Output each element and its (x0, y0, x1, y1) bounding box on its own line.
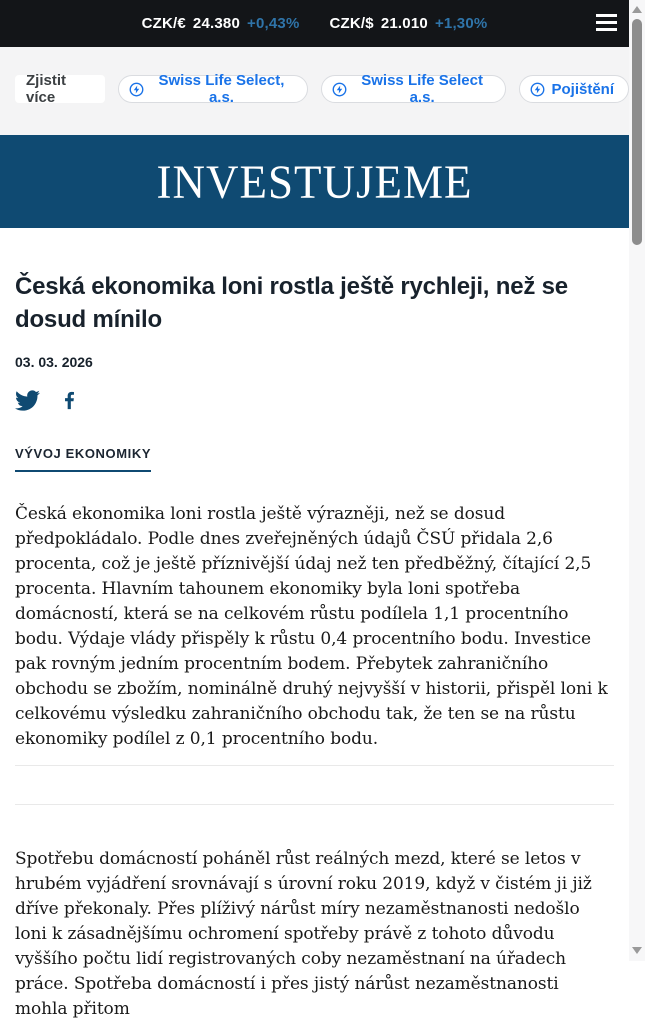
scroll-up-arrow-icon[interactable] (632, 6, 642, 13)
currency-rates (142, 15, 488, 32)
article-date: 03. 03. 2026 (15, 354, 93, 370)
article-paragraph-1: Česká ekonomika loni rostla ještě výrazněji, než se dosud předpokládalo. Podle dnes zveřejněných údajů ČSÚ přidala 2,6 procenta, což je ještě příznivější údaj než ten předběžný, čítající 2,5 procenta. Hlavním tahounem ekonomiky byla loni spotřeba domácností, která se na celkovém růstu podílela 1,1 procentního bodu. Výdaje vlády přispěly k růstu 0,4 procentního bodu. Investice pak rovným jedním procentním bodem. Přebytek zahraničního obchodu se zbožím, nominálně druhý nejvyšší v historii, přispěl loni k celkovému výsledku zahraničního obchodu tak, že ten se na růstu ekonomiky podílel z 0,1 procentního bodu. (15, 504, 608, 749)
menu-bar (596, 14, 617, 17)
article (0, 270, 629, 1022)
tag-chip-label: Swiss Life Select, a.s. (158, 72, 285, 106)
tag-bar (0, 47, 629, 135)
ad-placeholder (15, 765, 614, 805)
category-wrap (15, 445, 614, 472)
rate-pair: CZK/$ (329, 15, 374, 32)
twitter-icon (15, 388, 40, 413)
top-bar (0, 0, 629, 47)
share-buttons (15, 388, 614, 413)
scroll-down-arrow-icon[interactable] (632, 947, 642, 954)
tag-chip-label: Pojištění (551, 80, 614, 98)
circle-bolt-icon (332, 82, 347, 97)
circle-bolt-icon (129, 82, 144, 97)
rate-value: 24.380 (192, 15, 240, 32)
rate-value: 21.010 (380, 15, 428, 32)
article-paragraph-2: Spotřebu domácností poháněl růst reálných mezd, které se letos v hrubém vyjádření srovnávají s úrovní roku 2019, když v čistém ji již dříve překonaly. Přes plíživý nárůst míry nezaměstnanosti nedošlo loni k zásadnějšímu ochromení spotřeby právě z tohoto důvodu vyššího počtu lidí registrovaných coby nezaměstnaní na úřadech práce. Spotřeba domácností i přes jistý nárůst nezaměstnanosti mohla přitom (15, 849, 592, 1019)
article-title: Česká ekonomika loni rostla ještě rychleji, než se dosud mínilo (15, 273, 568, 333)
site-banner (0, 135, 629, 228)
rate-czk-eur (142, 15, 300, 32)
rate-pair: CZK/€ (141, 15, 186, 32)
circle-bolt-icon (530, 82, 545, 97)
rate-czk-usd (330, 15, 488, 32)
tag-chip-pojisteni[interactable] (519, 75, 629, 103)
menu-bar (596, 28, 617, 31)
tag-chip-label: Swiss Life Select a.s. (361, 72, 483, 106)
tag-chip-swiss-life-select-2[interactable] (321, 72, 507, 106)
category-link[interactable]: VÝVOJ EKONOMIKY (15, 446, 151, 472)
scrollbar-thumb[interactable] (632, 19, 642, 245)
facebook-icon (58, 389, 81, 412)
site-logo[interactable]: INVESTUJEME (156, 155, 473, 208)
twitter-share-button[interactable] (15, 388, 40, 413)
menu-bar (596, 21, 617, 24)
more-label[interactable]: Zjistit více (15, 75, 105, 103)
facebook-share-button[interactable] (58, 389, 81, 412)
rate-change: +1,30% (434, 15, 488, 32)
rate-change: +0,43% (247, 15, 300, 32)
menu-icon[interactable] (596, 14, 617, 31)
scrollbar[interactable] (629, 0, 645, 961)
tag-chip-swiss-life-select-1[interactable] (118, 72, 308, 106)
